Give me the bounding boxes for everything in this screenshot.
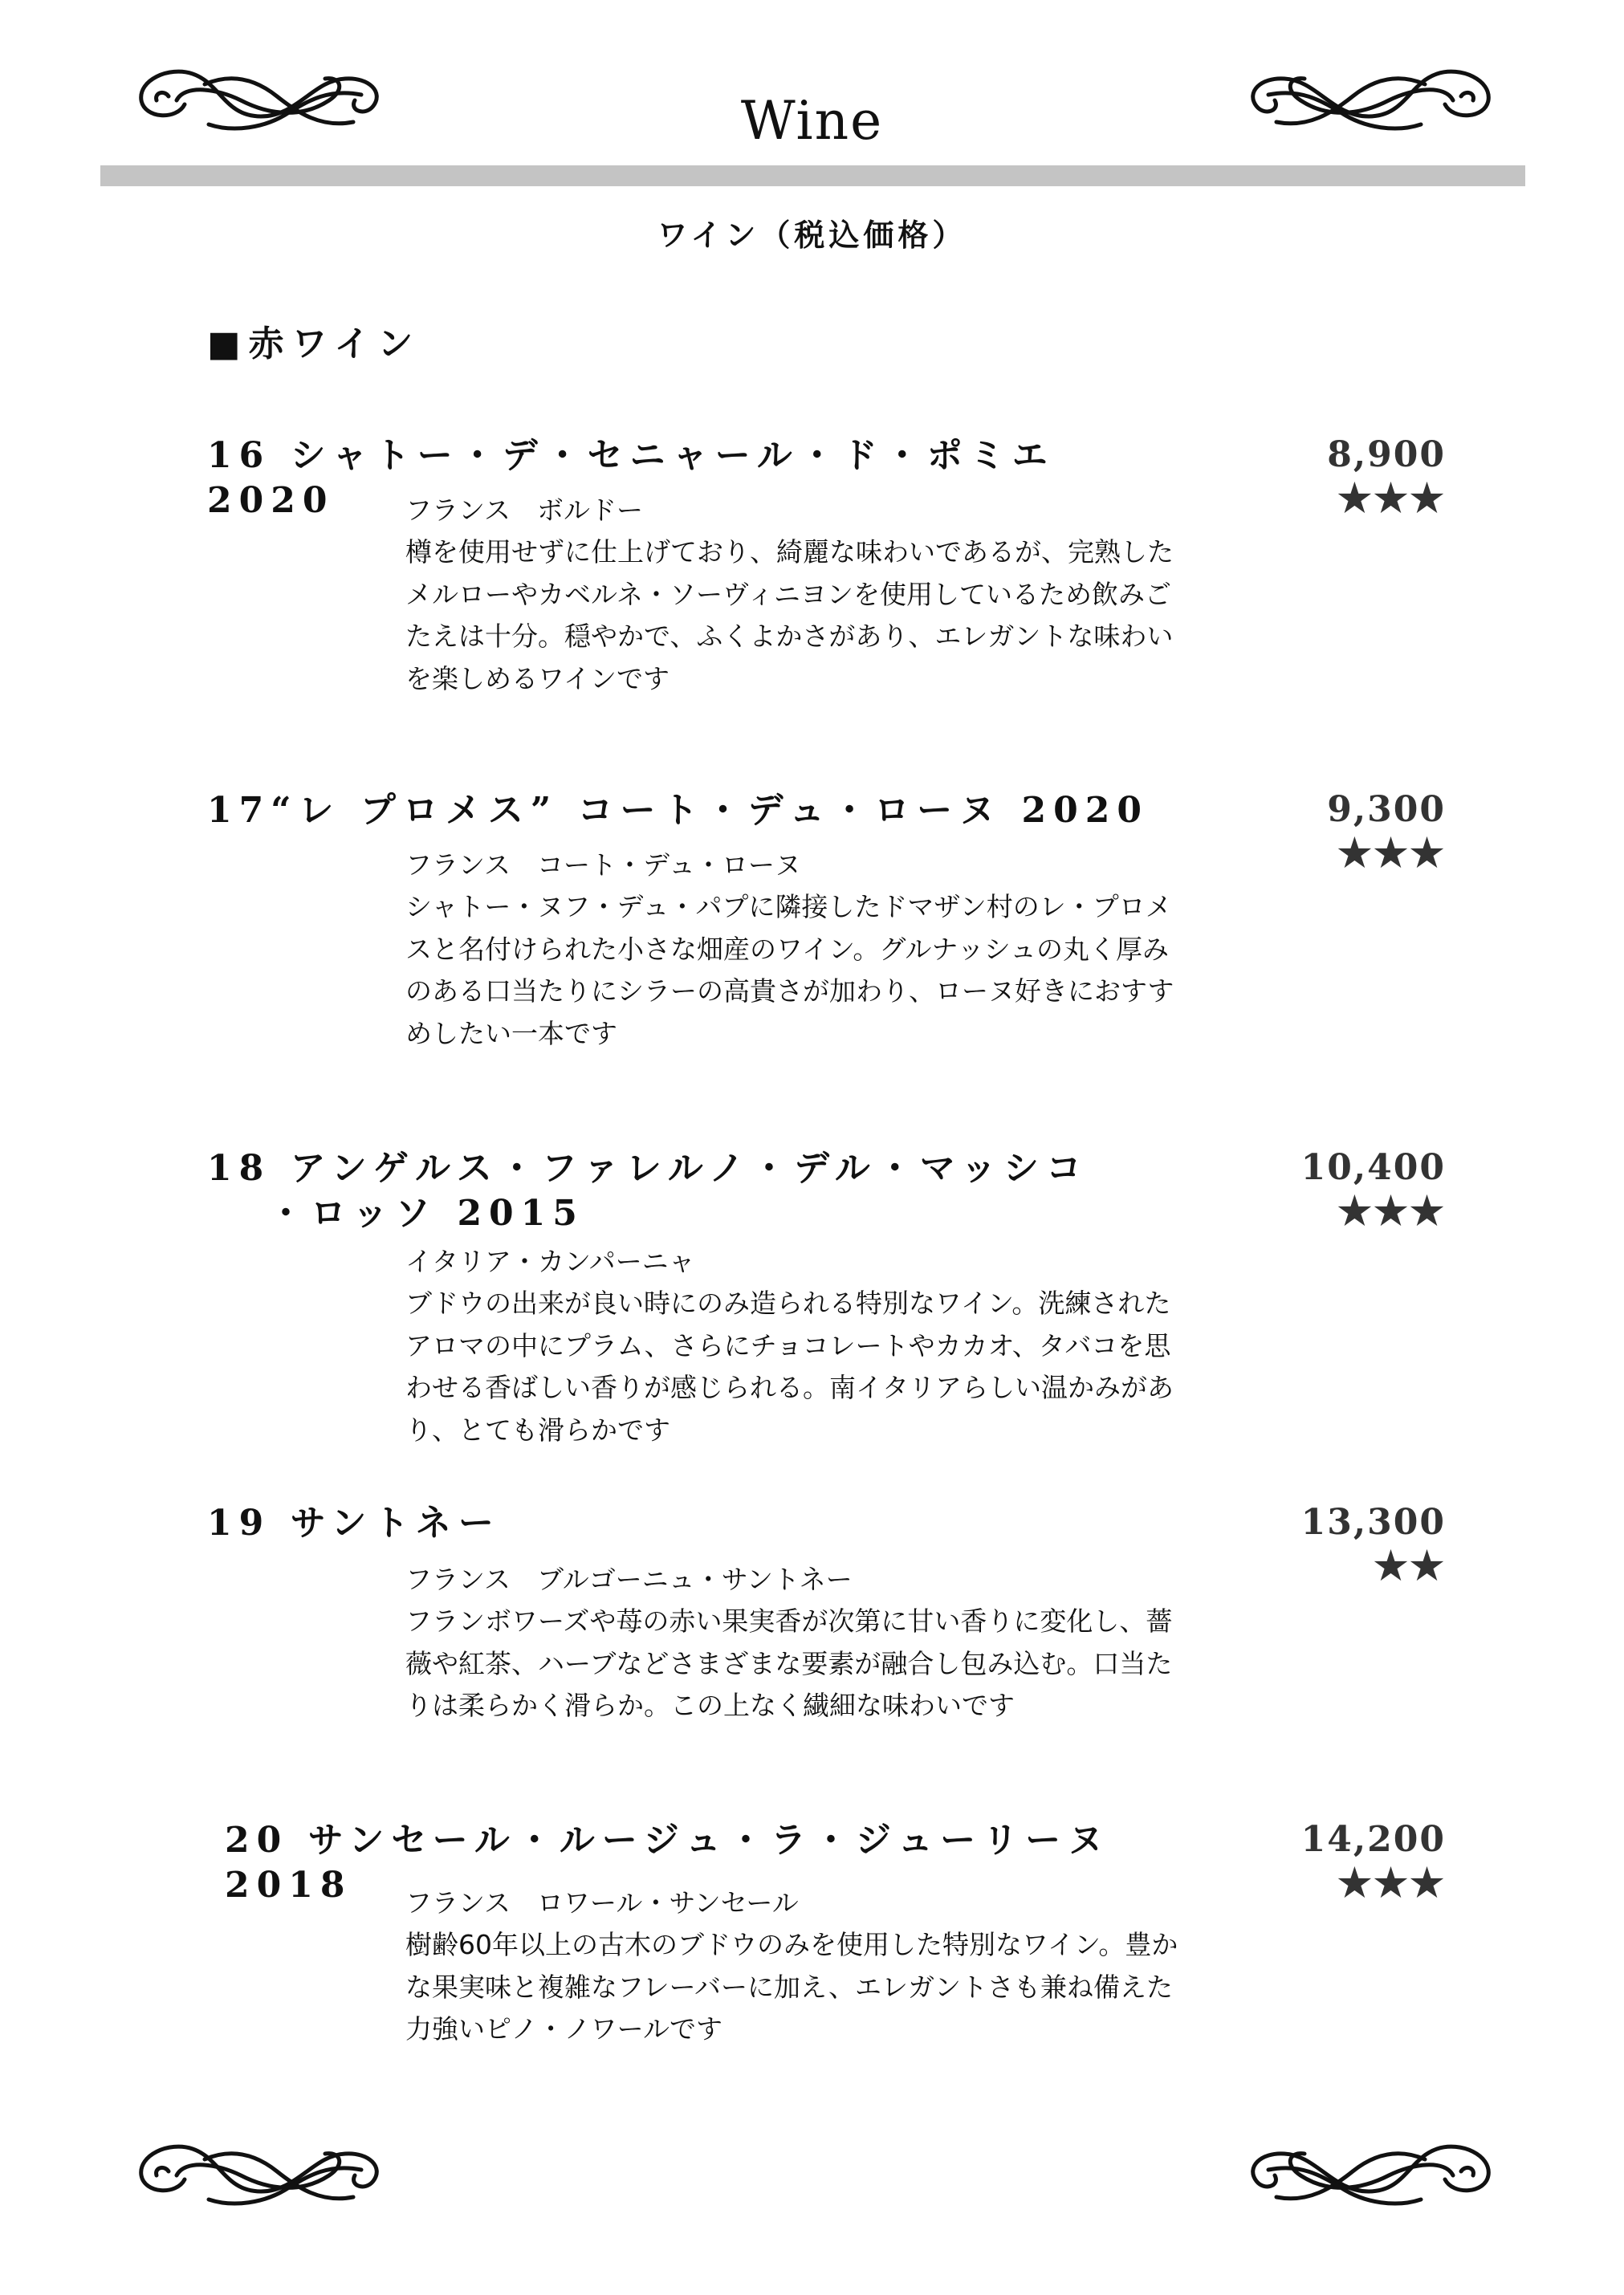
- flourish-ornament-bottom-left: [128, 2131, 393, 2220]
- wine-name: [207, 1501, 1170, 1546]
- header-divider: [100, 165, 1525, 186]
- wine-origin: フランス ボルドー: [405, 494, 644, 526]
- wine-number: 17: [207, 790, 271, 831]
- star-rating: ★★★: [1337, 1861, 1446, 1906]
- wine-price-block: [1301, 1501, 1446, 1588]
- wine-price: 14,200: [1300, 1819, 1446, 1860]
- wine-price: 10,400: [1300, 1147, 1446, 1188]
- wine-price-block: [1301, 1146, 1446, 1233]
- wine-origin: イタリア・カンパーニャ: [405, 1246, 695, 1277]
- wine-name: [207, 788, 1170, 833]
- wine-description: 樽を使用せずに仕上げており、綺麗な味わいであるが、完熟した メルローやカベルネ・ソーヴィニヨンを使用しているため飲みご たえは十分。穏やかで、ふくよかさがあり、エレガントな味わい を楽しめるワインです: [405, 536, 1174, 694]
- page-subtitle: ワイン（税込価格）: [657, 217, 967, 253]
- wine-number: 16: [207, 435, 271, 476]
- section-heading: ■赤ワイン: [207, 323, 421, 364]
- wine-description: フランボワーズや苺の赤い果実香が次第に甘い香りに変化し、薔 薇や紅茶、ハーブなどさまざまな要素が融合し包み込む。口当た りは柔らかく滑らか。この上なく繊細な味わいです: [405, 1605, 1173, 1721]
- wine-price: 9,300: [1327, 789, 1446, 830]
- page-title: Wine: [740, 90, 884, 152]
- wine-origin: フランス ブルゴーニュ・サントネー: [405, 1564, 853, 1595]
- wine-number: 20: [225, 1820, 289, 1861]
- wine-title: サントネー: [290, 1503, 501, 1544]
- wine-title-line2: ・ロッソ 2015: [268, 1193, 584, 1234]
- wine-origin: フランス コート・デュ・ローヌ: [405, 849, 802, 881]
- wine-price: 13,300: [1300, 1502, 1446, 1543]
- wine-title: シャトー・デ・セニャール・ド・ポミエ 2020: [207, 435, 1055, 521]
- wine-price-block: [1327, 433, 1446, 520]
- star-rating: ★★★: [1337, 476, 1446, 521]
- star-rating: ★★★: [1337, 1189, 1446, 1234]
- wine-price-block: [1301, 1818, 1446, 1905]
- wine-description: ブドウの出来が良い時にのみ造られる特別なワイン。洗練された アロマの中にプラム、さらにチョコレートやカカオ、タバコを思 わせる香ばしい香りが感じられる。南イタリアらしい温かみがあ り、とても滑らかです: [405, 1288, 1174, 1446]
- star-rating: ★★: [1373, 1544, 1446, 1589]
- wine-name: [207, 1146, 1170, 1236]
- wine-description: シャトー・ヌフ・デュ・パプに隣接したドマザン村のレ・プロメ スと名付けられた小さな畑産のワイン。グルナッシュの丸く厚み のある口当たりにシラーの高貴さが加わり、ローヌ好きにおすす めしたい一本です: [405, 891, 1174, 1049]
- wine-origin: フランス ロワール・サンセール: [405, 1887, 799, 1919]
- wine-price: 8,900: [1327, 434, 1446, 475]
- wine-title: アンゲルス・ファレルノ・デル・マッシコ: [290, 1148, 1089, 1189]
- wine-title: サンセール・ルージュ・ラ・ジューリーヌ 2018: [225, 1820, 1111, 1906]
- wine-price-block: [1327, 788, 1446, 875]
- wine-number: 19: [207, 1503, 271, 1544]
- wine-title: “レ プロメス” コート・デュ・ローヌ 2020: [271, 790, 1149, 831]
- flourish-ornament-bottom-right: [1236, 2131, 1501, 2220]
- star-rating: ★★★: [1337, 831, 1446, 876]
- wine-description: 樹齢60年以上の古木のブドウのみを使用した特別なワイン。豊か な果実味と複雑なフレーバーに加え、エレガントさも兼ね備えた 力強いピノ・ノワールです: [405, 1929, 1178, 2045]
- wine-number: 18: [207, 1148, 271, 1189]
